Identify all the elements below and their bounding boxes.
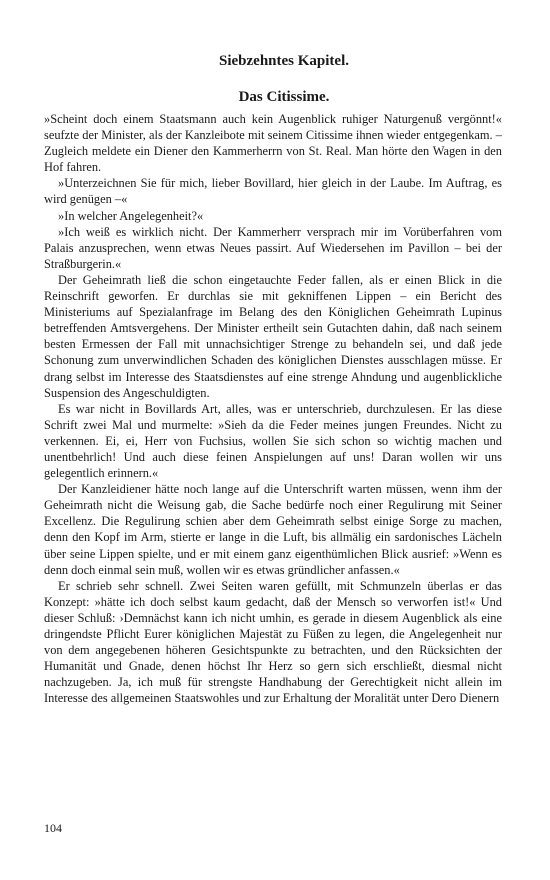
paragraph: »Ich weiß es wirklich nicht. Der Kammerherr versprach mir im Vorüberfahren vom Palais anzusprechen, wenn etwas Neues passirt. Auf Wiedersehen im Pavillon – bei der Straßburgerin.« <box>44 224 502 271</box>
section-title: Das Citissime. <box>238 89 330 105</box>
paragraph: Der Kanzleidiener hätte noch lange auf die Unterschrift warten müssen, wenn ihm der Geheimrath nicht die Weisung gab, die Sache bedürfe noch einer Regulirung mit Seiner Excellenz. Die Regulirung schien aber dem Geheimrath selbst einige Sorge zu machen, denn den Kopf im Arm, stierte er lange in die Luft, bis allmälig ein sardonisches Lächeln über seine Lippen spielte, und er mit einem ganz eigenthümlichen Blick ausrief: »Wenn es denn doch einmal sein muß, wollen wir es etwas gründlicher anfassen.« <box>44 482 502 577</box>
paragraph: »In welcher Angelegenheit?« <box>58 208 204 223</box>
paragraph: »Scheint doch einem Staatsmann auch kein Augenblick ruhiger Naturgenuß vergönnt!« seufzte der Minister, als der Kanzleibote mit seinem Citissime ihnen wieder entgegenkam. – Zugleich meldete ein Diener den Kammerherrn von St. Real. Man hörte den Wagen in den Hof fahren. <box>44 112 502 175</box>
page-content <box>44 52 502 706</box>
paragraph: Der Geheimrath ließ die schon eingetauchte Feder fallen, als er einen Blick in die Reinschrift geworfen. Er durchlas sie mit gekniffenen Lippen – ein Bericht des Ministeriums auf Spezialanfrage im Belang des den Königlichen Geheimrath Lupinus betreffenden Amtsvergehens. Der Minister ertheilt sein Gutachten dahin, daß nach seinem besten Ermessen der Fall mit unnachsichtiger Strenge zu behandeln sei, und daß jede Schonung zum unverwindlichen Schaden des königlichen Dienstes ausschlagen müsse. Er drang selbst im Interesse des Staatsdienstes auf eine strenge Ahndung und augenblickliche Suspension des Angeschuldigten. <box>44 272 502 400</box>
paragraph: »Unterzeichnen Sie für mich, lieber Bovillard, hier gleich in der Laube. Im Auftrag, es wird genügen –« <box>44 176 502 207</box>
paragraph: Er schrieb sehr schnell. Zwei Seiten waren gefüllt, mit Schmunzeln überlas er das Konzept: »hätte ich doch selbst kaum gedacht, daß der Mensch so verworfen ist!« Und dieser Schluß: ›Demnächst kann ich nicht umhin, es gerade in diesem Augenblick als eine dringendste Pflicht Eurer königlichen Majestät zu Füßen zu legen, die Angelegenheit nur von dem angegebenen höheren Gesichtspunkte zu betrachten, und den Rücksichten der Humanität und Gnade, denen höchst Ihr Herz so gern sich erschließt, diesmal nicht nachzugeben. Ja, ich muß für strengste Handhabung der Gerechtigkeit nicht allein im Interesse des allgemeinen Staatswohles und zur Erhaltung der Moralität unter Dero Dienern <box>44 578 502 706</box>
chapter-title: Siebzehntes Kapitel. <box>219 53 349 69</box>
body-text <box>44 111 502 706</box>
page-number: 104 <box>44 821 62 835</box>
paragraph: Es war nicht in Bovillards Art, alles, was er unterschrieb, durchzulesen. Er las diese Schrift zwei Mal und murmelte: »Sieh da die Feder meines jungen Freundes. Nicht zu verkennen. Ei, ei, Herr von Fuchsius, wollen Sie sich schon so wichtig machen und unentbehrlich! Und auch diese feinen Anspielungen auf uns! Daran wollen wir uns gelegentlich erinnern.« <box>44 401 502 481</box>
